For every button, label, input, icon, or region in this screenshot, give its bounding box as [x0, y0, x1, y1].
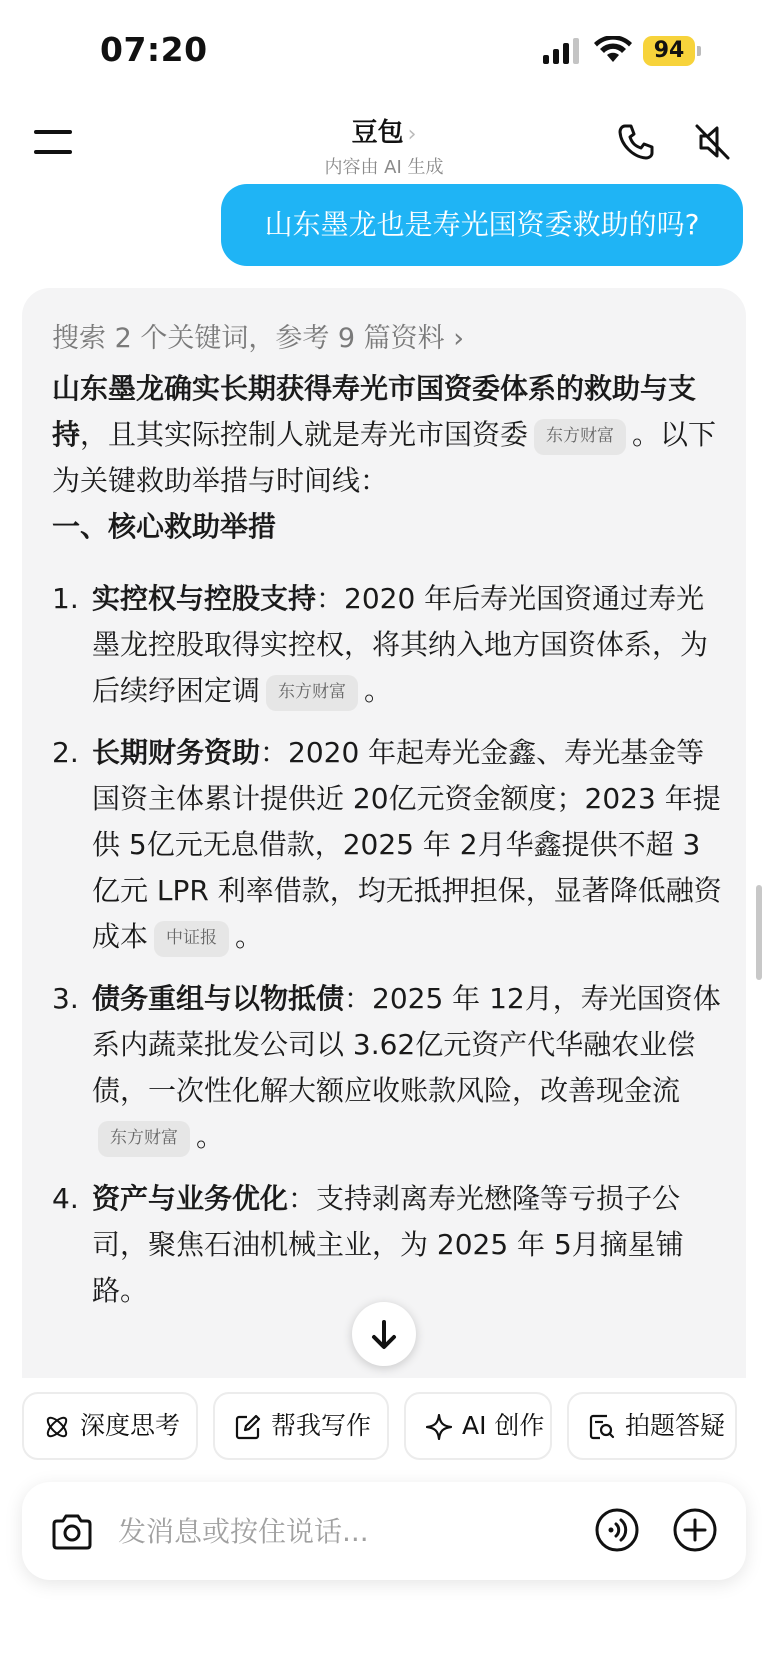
- item-title: 长期财务资助: [92, 736, 261, 769]
- scroll-to-bottom-button[interactable]: [352, 1302, 416, 1366]
- chat-header: [0, 100, 768, 180]
- title-chevron-icon: ›: [407, 122, 417, 147]
- answer-intro: [52, 366, 728, 504]
- chat-title: 豆包: [351, 118, 404, 148]
- item-tail: 。: [364, 674, 393, 707]
- item-title: 资产与业务优化: [92, 1182, 289, 1215]
- wifi-icon: [594, 36, 632, 64]
- item-text: ：2025 年 12月，寿光国资体系内蔬菜批发公司以 3.62亿元资产代华融农业偿债，一次性化解大额应收账款风险，改善现金流: [92, 982, 721, 1107]
- item-tail: 。: [196, 1120, 225, 1153]
- plus-icon[interactable]: [672, 1507, 718, 1553]
- message-input[interactable]: [118, 1506, 488, 1556]
- phone-icon[interactable]: [616, 122, 656, 162]
- list-item: [52, 1176, 728, 1314]
- assistant-answer-card: [22, 288, 746, 1378]
- camera-icon[interactable]: [50, 1510, 94, 1554]
- chip-photo-question[interactable]: [567, 1392, 737, 1460]
- item-title: 债务重组与以物抵债: [92, 982, 345, 1015]
- item-title: 实控权与控股支持: [92, 582, 317, 615]
- chip-ai-create[interactable]: [404, 1392, 552, 1460]
- item-number: 3.: [52, 982, 79, 1015]
- item-number: 4.: [52, 1182, 79, 1215]
- status-bar: [0, 0, 768, 100]
- search-summary-link[interactable]: 搜索 2 个关键词，参考 9 篇资料 ›: [52, 323, 465, 354]
- citation-chip[interactable]: 东方财富: [98, 1121, 190, 1157]
- chip-label: 拍题答疑: [625, 1411, 726, 1440]
- message-input-bar: [22, 1482, 746, 1580]
- item-tail: 。: [235, 920, 264, 953]
- speaker-mute-icon[interactable]: [692, 122, 732, 162]
- signal-icon: [543, 38, 583, 64]
- sparkle-icon: [426, 1414, 452, 1440]
- user-message-bubble[interactable]: 山东墨龙也是寿光国资委救助的吗?: [221, 184, 743, 266]
- arrow-down-icon: [352, 1302, 416, 1366]
- item-text: ：2020 年起寿光金鑫、寿光基金等国资主体累计提供近 20亿元资金额度；2023 年提供 5亿元无息借款，2025 年 2月华鑫提供不超 3亿元 LPR 利率借款，均无抵押担保，显著降低融资成本: [92, 736, 722, 953]
- item-text: ：2020 年后寿光国资通过寿光墨龙控股取得实控权，将其纳入地方国资体系，为后续纾困定调: [92, 582, 709, 707]
- citation-chip[interactable]: 东方财富: [534, 419, 626, 455]
- intro-rest: ，且其实际控制人就是寿光市国资委: [80, 418, 529, 451]
- atom-icon: [44, 1414, 70, 1440]
- edit-icon: [235, 1414, 261, 1440]
- citation-chip[interactable]: 中证报: [154, 921, 229, 957]
- search-doc-icon: [589, 1414, 615, 1440]
- intro-tail: 。以下为关键救助举措与时间线：: [52, 418, 717, 497]
- voice-input-icon[interactable]: [594, 1507, 640, 1553]
- battery-cap: [697, 46, 701, 56]
- scrollbar[interactable]: [756, 885, 762, 980]
- ai-generated-notice: 内容由 AI 生成: [324, 157, 444, 178]
- quick-action-chips: [22, 1392, 746, 1460]
- item-number: 2.: [52, 736, 79, 769]
- section-title: 一、核心救助举措: [52, 510, 277, 543]
- chip-label: AI 创作: [462, 1411, 545, 1440]
- chip-help-write[interactable]: [213, 1392, 389, 1460]
- citation-chip[interactable]: 东方财富: [266, 675, 358, 711]
- list-item: [52, 976, 728, 1160]
- item-number: 1.: [52, 582, 79, 615]
- battery-level: 94: [643, 36, 695, 66]
- list-item: [52, 730, 728, 960]
- chip-label: 帮我写作: [271, 1411, 372, 1440]
- chip-label: 深度思考: [80, 1411, 181, 1440]
- item-text: ：支持剥离寿光懋隆等亏损子公司，聚焦石油机械主业，为 2025 年 5月摘星铺路。: [92, 1182, 684, 1307]
- measures-list: [52, 576, 728, 1314]
- status-time: 07:20: [100, 30, 208, 69]
- chip-deep-thinking[interactable]: [22, 1392, 198, 1460]
- intro-bold: 山东墨龙确实长期获得寿光市国资委体系的救助与支持: [52, 372, 697, 451]
- list-item: [52, 576, 728, 714]
- answer-body: [52, 366, 728, 1330]
